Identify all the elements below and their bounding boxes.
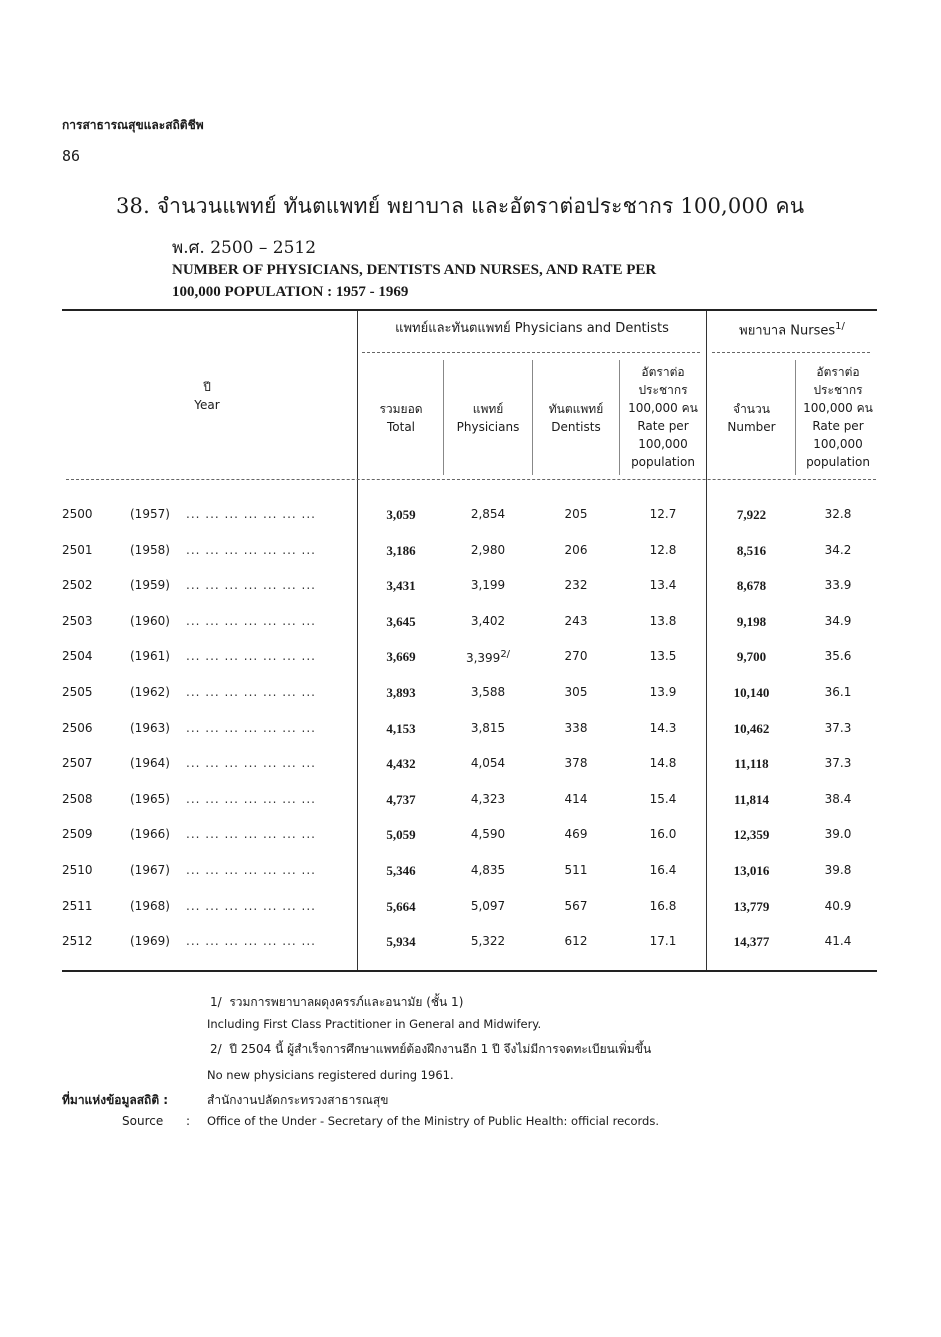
source-label-thai: ที่มาแห่งข้อมูลสถิติ : <box>62 1093 169 1107</box>
cell-nurses: 8,678 <box>736 578 767 593</box>
cell-dent: 414 <box>564 792 588 806</box>
cell-nurses: 14,377 <box>733 934 770 949</box>
year-ce: (1967) <box>130 863 170 877</box>
source-value-english: Office of the Under - Secretary of the Ministry of Public Health: official records. <box>207 1114 659 1128</box>
cell-nrate: 41.4 <box>824 934 852 948</box>
year-be: 2505 <box>62 685 93 699</box>
footnote-2 <box>210 1040 651 1059</box>
year-be: 2508 <box>62 792 93 806</box>
year-ce: (1966) <box>130 827 170 841</box>
col-total-thai: รวมยอด <box>379 402 423 416</box>
year-ce: (1959) <box>130 578 170 592</box>
col-rate-english-3: population <box>631 455 695 469</box>
cell-rate: 13.9 <box>649 685 677 699</box>
year-be: 2502 <box>62 578 93 592</box>
footnote-2-english: No new physicians registered during 1961. <box>207 1068 454 1082</box>
cell-nrate: 37.3 <box>824 756 852 770</box>
group-underline-nurse <box>712 352 870 353</box>
group-header-nurses <box>712 318 872 340</box>
col-header-dentists <box>535 400 617 436</box>
cell-total: 5,934 <box>386 934 416 949</box>
year-ce: (1965) <box>130 792 170 806</box>
cell-nurses: 10,462 <box>733 721 770 736</box>
year-be: 2512 <box>62 934 93 948</box>
cell-dent: 338 <box>564 721 588 735</box>
cell-nurses: 13,779 <box>733 899 770 914</box>
divider-nrate <box>795 360 796 475</box>
cell-dent: 469 <box>564 827 588 841</box>
footnote-2-mark: 2/ <box>210 1042 222 1056</box>
cell-total: 3,645 <box>386 614 416 629</box>
year-be: 2501 <box>62 543 93 557</box>
footnote-2-thai: ปี 2504 นี้ ผู้สำเร็จการศึกษาแพทย์ต้องฝึกงานอีก 1 ปี จึงไม่มีการจดทะเบียนเพิ่มขึ้น <box>229 1042 652 1056</box>
cell-rate: 12.7 <box>649 507 677 521</box>
col-header-year <box>62 378 352 414</box>
col-nrate-english-1: Rate per <box>812 419 864 433</box>
year-ce: (1961) <box>130 649 170 663</box>
cell-phys: 3,402 <box>470 614 506 628</box>
col-nrate-english-3: population <box>806 455 870 469</box>
cell-phys: 3,815 <box>470 721 506 735</box>
leader-dots: ... ... ... ... ... ... ... <box>186 721 316 735</box>
cell-rate: 13.8 <box>649 614 677 628</box>
year-be: 2500 <box>62 507 93 521</box>
header-bottom-rule <box>66 479 876 480</box>
group-underline-phys <box>362 352 700 353</box>
leader-dots: ... ... ... ... ... ... ... <box>186 792 316 806</box>
cell-phys: 2,854 <box>470 507 506 521</box>
phys-footnote-mark: 2/ <box>500 649 511 660</box>
col-total-english: Total <box>386 420 416 434</box>
cell-dent: 206 <box>564 543 588 557</box>
col-rate-english-2: 100,000 <box>638 437 688 451</box>
cell-rate: 12.8 <box>649 543 677 557</box>
col-rate-thai-2: ประชากร <box>638 383 688 397</box>
year-ce: (1958) <box>130 543 170 557</box>
divider-year <box>357 311 358 970</box>
year-ce: (1968) <box>130 899 170 913</box>
year-ce: (1962) <box>130 685 170 699</box>
year-be: 2506 <box>62 721 93 735</box>
cell-nrate: 39.0 <box>824 827 852 841</box>
cell-phys: 5,322 <box>470 934 506 948</box>
cell-phys: 4,590 <box>470 827 506 841</box>
cell-nrate: 32.8 <box>824 507 852 521</box>
cell-nrate: 37.3 <box>824 721 852 735</box>
col-nrate-thai-3: 100,000 คน <box>803 401 873 415</box>
col-header-total <box>362 400 440 436</box>
col-year-english: Year <box>194 398 220 412</box>
cell-total: 4,737 <box>386 792 416 807</box>
cell-rate: 16.4 <box>649 863 677 877</box>
source-colon: : <box>186 1114 191 1128</box>
cell-phys: 3,199 <box>470 578 506 592</box>
cell-phys: 4,054 <box>470 756 506 770</box>
cell-rate: 17.1 <box>649 934 677 948</box>
leader-dots: ... ... ... ... ... ... ... <box>186 863 316 877</box>
group-header-nurses-label: พยาบาล Nurses <box>739 323 836 339</box>
cell-nurses: 13,016 <box>733 863 770 878</box>
col-header-nurse-number <box>710 400 793 436</box>
footnote-1 <box>210 993 463 1012</box>
cell-nrate: 34.2 <box>824 543 852 557</box>
year-ce: (1963) <box>130 721 170 735</box>
cell-total: 5,059 <box>386 827 416 842</box>
cell-total: 3,059 <box>386 507 416 522</box>
cell-dent: 270 <box>564 649 588 663</box>
col-header-physicians <box>446 400 530 436</box>
leader-dots: ... ... ... ... ... ... ... <box>186 756 316 770</box>
cell-nrate: 40.9 <box>824 899 852 913</box>
cell-phys: 5,097 <box>470 899 506 913</box>
year-be: 2503 <box>62 614 93 628</box>
year-ce: (1969) <box>130 934 170 948</box>
leader-dots: ... ... ... ... ... ... ... <box>186 827 316 841</box>
cell-dent: 567 <box>564 899 588 913</box>
col-rate-english-1: Rate per <box>637 419 689 433</box>
cell-dent: 378 <box>564 756 588 770</box>
nurses-footnote-mark: 1/ <box>835 321 845 332</box>
footnote-1-thai: รวมการพยาบาลผดุงครรภ์และอนามัย (ชั้น 1) <box>229 995 464 1009</box>
leader-dots: ... ... ... ... ... ... ... <box>186 685 316 699</box>
table-title-english <box>172 259 656 303</box>
col-dent-english: Dentists <box>551 420 601 434</box>
cell-dent: 243 <box>564 614 588 628</box>
leader-dots: ... ... ... ... ... ... ... <box>186 934 316 948</box>
cell-rate: 13.5 <box>649 649 677 663</box>
cell-nurses: 11,118 <box>734 756 769 771</box>
cell-rate: 14.8 <box>649 756 677 770</box>
title-english-line2: 100,000 POPULATION : 1957 - 1969 <box>172 284 409 300</box>
cell-phys: 2,980 <box>470 543 506 557</box>
table-title-thai: 38. จำนวนแพทย์ ทันตแพทย์ พยาบาล และอัตราต่อประชากร 100,000 คน <box>116 194 805 218</box>
col-rate-thai-3: 100,000 คน <box>628 401 698 415</box>
table-top-rule <box>62 309 877 311</box>
cell-dent: 205 <box>564 507 588 521</box>
running-title: การสาธารณสุขและสถิติชีพ <box>62 118 204 132</box>
year-be: 2507 <box>62 756 93 770</box>
cell-nurses: 7,922 <box>736 507 767 522</box>
year-be: 2511 <box>62 899 93 913</box>
cell-total: 5,664 <box>386 899 416 914</box>
year-be: 2510 <box>62 863 93 877</box>
cell-dent: 612 <box>564 934 588 948</box>
cell-nurses: 11,814 <box>733 792 770 807</box>
cell-nurses: 8,516 <box>736 543 767 558</box>
cell-nrate: 35.6 <box>824 649 852 663</box>
cell-rate: 13.4 <box>649 578 677 592</box>
leader-dots: ... ... ... ... ... ... ... <box>186 578 316 592</box>
cell-rate: 16.8 <box>649 899 677 913</box>
leader-dots: ... ... ... ... ... ... ... <box>186 614 316 628</box>
leader-dots: ... ... ... ... ... ... ... <box>186 543 316 557</box>
year-be: 2504 <box>62 649 93 663</box>
cell-dent: 232 <box>564 578 588 592</box>
table-bottom-rule <box>62 970 877 972</box>
col-header-nurse-rate <box>798 363 878 471</box>
col-num-english: Number <box>727 420 776 434</box>
cell-total: 3,669 <box>386 649 416 664</box>
col-header-rate <box>622 363 704 471</box>
page-number: 86 <box>62 147 81 165</box>
cell-total: 5,346 <box>386 863 416 878</box>
cell-nurses: 10,140 <box>733 685 770 700</box>
cell-rate: 15.4 <box>649 792 677 806</box>
cell-dent: 305 <box>564 685 588 699</box>
footnote-1-mark: 1/ <box>210 995 222 1009</box>
divider-nurses <box>706 311 707 970</box>
group-header-physicians: แพทย์และทันตแพทย์ Physicians and Dentists <box>395 321 669 336</box>
cell-total: 3,186 <box>386 543 416 558</box>
year-ce: (1957) <box>130 507 170 521</box>
footnote-1-english: Including First Class Practitioner in General and Midwifery. <box>207 1017 542 1031</box>
cell-nrate: 38.4 <box>824 792 852 806</box>
col-rate-thai-1: อัตราต่อ <box>641 365 685 379</box>
col-dent-thai: ทันตแพทย์ <box>548 402 604 416</box>
cell-dent: 511 <box>564 863 588 877</box>
year-ce: (1964) <box>130 756 170 770</box>
title-english-line1: NUMBER OF PHYSICIANS, DENTISTS AND NURSES, AND RATE PER <box>172 262 657 278</box>
divider-phys <box>443 360 444 475</box>
leader-dots: ... ... ... ... ... ... ... <box>186 899 316 913</box>
cell-nrate: 33.9 <box>824 578 852 592</box>
source-label-english: Source <box>122 1114 164 1128</box>
divider-rate <box>619 360 620 475</box>
year-be: 2509 <box>62 827 93 841</box>
cell-nurses: 9,198 <box>736 614 767 629</box>
leader-dots: ... ... ... ... ... ... ... <box>186 507 316 521</box>
leader-dots: ... ... ... ... ... ... ... <box>186 649 316 663</box>
col-nrate-thai-2: ประชากร <box>813 383 863 397</box>
cell-phys: 3,588 <box>470 685 506 699</box>
col-phys-thai: แพทย์ <box>472 402 504 416</box>
col-num-thai: จำนวน <box>733 402 770 416</box>
year-ce: (1960) <box>130 614 170 628</box>
table-period-thai: พ.ศ. 2500 – 2512 <box>172 238 317 258</box>
divider-dent <box>532 360 533 475</box>
cell-nurses: 9,700 <box>736 649 767 664</box>
cell-rate: 14.3 <box>649 721 677 735</box>
cell-nrate: 36.1 <box>824 685 852 699</box>
col-nrate-english-2: 100,000 <box>813 437 863 451</box>
cell-nrate: 39.8 <box>824 863 852 877</box>
cell-phys: $3,399^{2/}$ <box>465 649 511 665</box>
cell-total: 3,431 <box>386 578 416 593</box>
cell-total: 3,893 <box>386 685 416 700</box>
col-year-thai: ปี <box>203 380 211 394</box>
cell-phys: 4,835 <box>470 863 506 877</box>
col-phys-english: Physicians <box>456 420 520 434</box>
cell-total: 4,153 <box>386 721 416 736</box>
cell-nurses: 12,359 <box>733 827 770 842</box>
col-nrate-thai-1: อัตราต่อ <box>816 365 860 379</box>
source-value-thai: สำนักงานปลัดกระทรวงสาธารณสุข <box>207 1093 389 1107</box>
cell-rate: 16.0 <box>649 827 677 841</box>
cell-phys: 4,323 <box>470 792 506 806</box>
cell-total: 4,432 <box>386 756 416 771</box>
cell-nrate: 34.9 <box>824 614 852 628</box>
